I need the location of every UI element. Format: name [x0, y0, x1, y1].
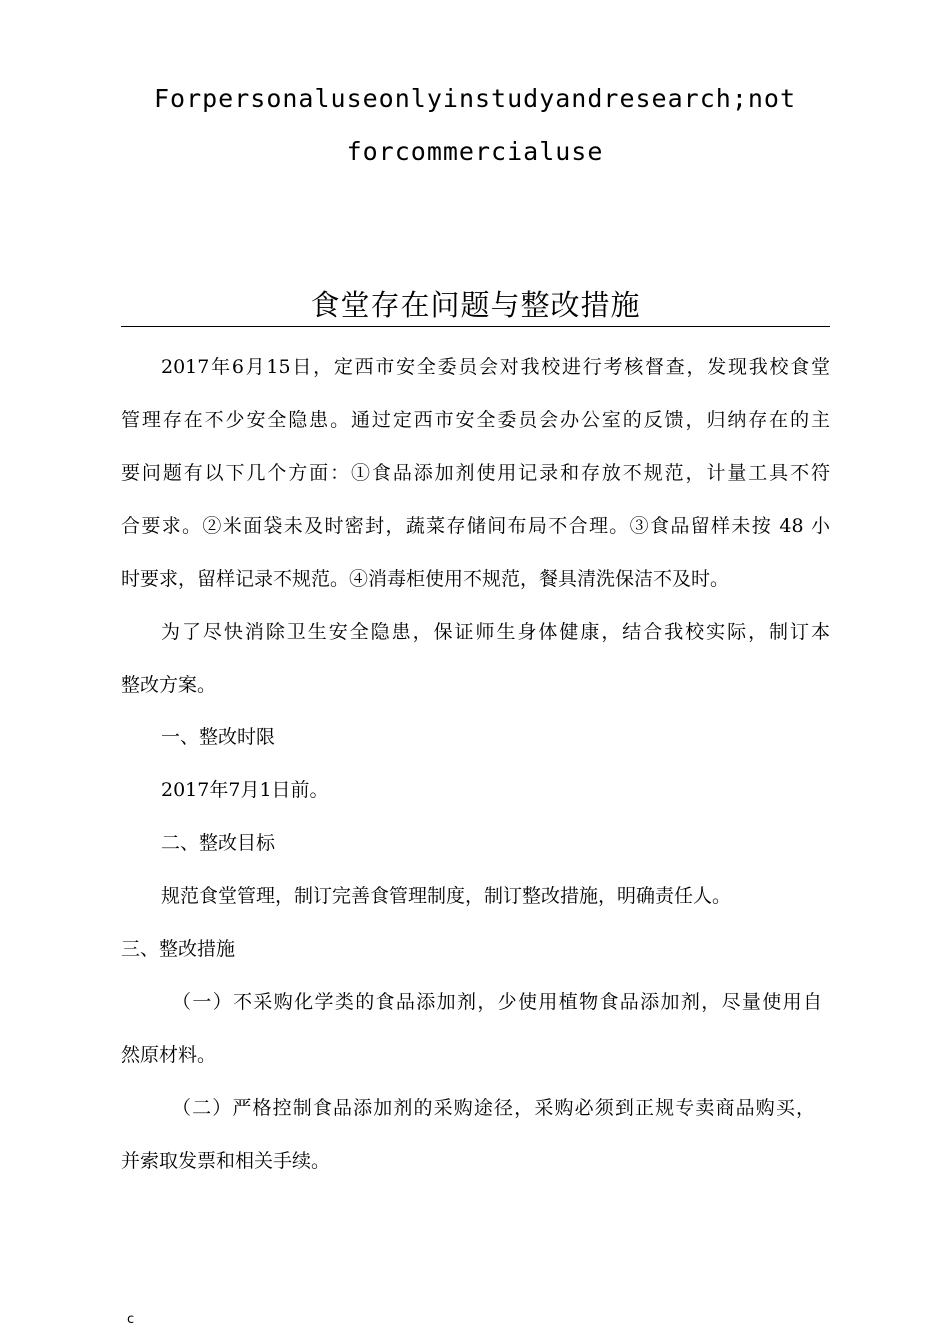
section-1-heading: 一、整改时限 [161, 726, 276, 748]
section-2-heading: 二、整改目标 [161, 832, 276, 854]
measure-2-line-1: （二）严格控制食品添加剂的采购途径，采购必须到正规专卖商品购买， [172, 1097, 815, 1119]
section-3-heading: 三、整改措施 [121, 938, 236, 960]
disclaimer-line-2: forcommercialuse [346, 137, 604, 166]
document-title: 食堂存在问题与整改措施 [310, 288, 641, 322]
title-underline [121, 326, 830, 327]
section-1-body: 2017年7月1日前。 [161, 779, 329, 801]
intro-line-5: 时要求，留样记录不规范。④消毒柜使用不规范，餐具清洗保洁不及时。 [121, 568, 730, 590]
measure-1-line-2: 然原材料。 [121, 1044, 217, 1066]
section-2-body: 规范食堂管理，制订完善食管理制度，制订整改措施，明确责任人。 [161, 885, 732, 907]
purpose-line-2: 整改方案。 [121, 674, 217, 696]
purpose-line-1: 为了尽快消除卫生安全隐患，保证师生身体健康，结合我校实际，制订本 [161, 621, 830, 643]
intro-line-3: 要问题有以下几个方面：①食品添加剂使用记录和存放不规范，计量工具不符 [121, 462, 830, 484]
intro-line-1: 2017年6月15日，定西市安全委员会对我校进行考核督查，发现我校食堂 [161, 356, 830, 378]
intro-line-2: 管理存在不少安全隐患。通过定西市安全委员会办公室的反馈，归纳存在的主 [121, 409, 830, 431]
intro-line-4: 合要求。②米面袋未及时密封，蔬菜存储间布局不合理。③食品留样未按 48 小 [121, 515, 830, 537]
measure-2-line-2: 并索取发票和相关手续。 [121, 1150, 331, 1172]
disclaimer-line-1: Forpersonaluseonlyinstudyandresearch;not [153, 84, 797, 113]
footer-mark: c [127, 1312, 135, 1327]
measure-1-line-1: （一）不采购化学类的食品添加剂，少使用植物食品添加剂，尽量使用自 [172, 991, 822, 1013]
